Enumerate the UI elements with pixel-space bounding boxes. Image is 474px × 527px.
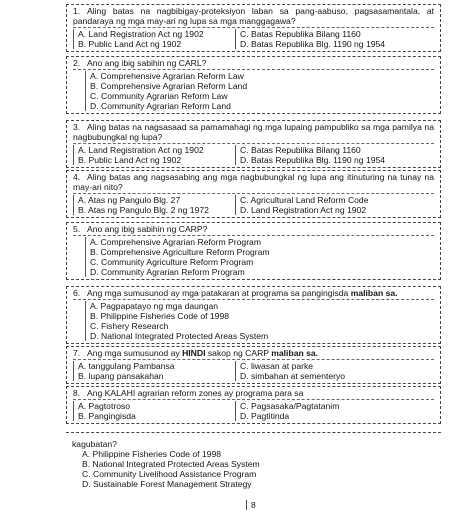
option-c: C. Agricultural Land Reform Code (235, 195, 434, 205)
options-list (73, 235, 434, 277)
option-a: A. Comprehensive Agrarian Reform Law (85, 71, 434, 81)
option-a: A. Land Registration Act ng 1902 (73, 29, 231, 39)
option-b: B. Comprehensive Agriculture Reform Program (85, 247, 434, 257)
question-4 (66, 170, 441, 218)
question-7 (66, 346, 441, 384)
option-d: D. simbahan at sementeryo (235, 371, 434, 381)
option-c: C. Community Livelihood Assistance Program (82, 469, 257, 479)
option-d: D. Community Agrarian Reform Land (85, 101, 434, 111)
option-a: A. Atas ng Pangulo Blg. 27 (73, 195, 231, 205)
option-a: A. Pagtotroso (73, 401, 231, 411)
option-a: A. Pagpapatayo ng mga daungan (85, 301, 434, 311)
option-b: B. Atas ng Pangulo Blg. 2 ng 1972 (73, 205, 231, 215)
option-d: D. Sustainable Forest Management Strategy (82, 479, 252, 489)
option-d: D. Land Registration Act ng 1902 (235, 205, 434, 215)
option-b: B. Public Land Act ng 1902 (73, 39, 231, 49)
option-b: B. National Integrated Protected Areas System (82, 459, 260, 469)
continuation-stem: kagubatan? (72, 439, 117, 449)
question-6 (66, 286, 441, 344)
option-d: D. Batas Republika Blg. 1190 ng 1954 (235, 39, 434, 49)
option-b: B. Pangingisda (73, 411, 231, 421)
option-b: B. Philippine Fisheries Code of 1998 (85, 311, 434, 321)
option-b: B. Public Land Act ng 1902 (73, 155, 231, 165)
option-a: A. Land Registration Act ng 1902 (73, 145, 231, 155)
question-stem: 1. Aling batas na nagbibigay-proteksiyon laban sa pang-aabuso, pagsasamantala, at pandaraya ng mga may-ari ng lupa sa mga manggagawa? (73, 6, 434, 26)
option-a: A. tanggulang Pambansa (73, 361, 231, 371)
question-8 (66, 386, 441, 424)
question-stem: 7. Ang mga sumusunod ay HINDI sakop ng CARP maliban sa. (73, 348, 319, 358)
option-c: C. Community Agrarian Reform Law (85, 91, 434, 101)
question-stem: 4. Aling batas ang nagsasabing ang mga nagbubungkal ng lupa ang itinuturing na tunay na may-ari nito? (73, 172, 434, 192)
options-grid (73, 399, 434, 421)
option-c: C. Batas Republika Bilang 1160 (235, 29, 434, 39)
options-list (73, 299, 434, 341)
options-grid (73, 27, 434, 49)
options-list (73, 69, 434, 111)
option-b: B. Comprehensive Agrarian Reform Land (85, 81, 434, 91)
option-d: D. Community Agrarian Reform Program (85, 267, 434, 277)
option-c: C. Community Agriculture Reform Program (85, 257, 434, 267)
option-c: C. Pagsasaka/Pagtatanim (235, 401, 434, 411)
page-number: 8 (246, 500, 256, 510)
question-stem: 2. Ano ang ibig sabihin ng CARL? (73, 58, 207, 68)
question-stem: 8. Ang KALAHI agrarian reform zones ay programa para sa (73, 388, 304, 398)
options-grid (73, 193, 434, 215)
question-5 (66, 222, 441, 280)
option-a: A. Comprehensive Agrarian Reform Program (85, 237, 434, 247)
question-stem: 3. Aling batas na nagsasaad sa pamamahagi ng mga lupaing pampubliko sa mga pamilya na nagbubungkal ng lupa? (73, 122, 434, 142)
option-c: C. Fishery Research (85, 321, 434, 331)
option-d: D. National Integrated Protected Areas System (85, 331, 434, 341)
option-d: D. Batas Republika Blg. 1190 ng 1954 (235, 155, 434, 165)
question-2 (66, 56, 441, 114)
question-continuation (66, 432, 441, 496)
question-3 (66, 120, 441, 168)
option-c: C. liwasan at parke (235, 361, 434, 371)
question-1 (66, 4, 441, 52)
question-stem: 5. Ano ang ibig sabihin ng CARP? (73, 224, 208, 234)
options-grid (73, 143, 434, 165)
question-stem: 6. Ang mga sumusunod ay mga patakaran at programa sa pangingisda maliban sa. (73, 288, 398, 298)
option-d: D. Pagtitinda (235, 411, 434, 421)
option-c: C. Batas Republika Bilang 1160 (235, 145, 434, 155)
option-a: A. Philippine Fisheries Code of 1998 (82, 449, 222, 459)
option-b: B. lupang pansakahan (73, 371, 231, 381)
options-grid (73, 359, 434, 381)
